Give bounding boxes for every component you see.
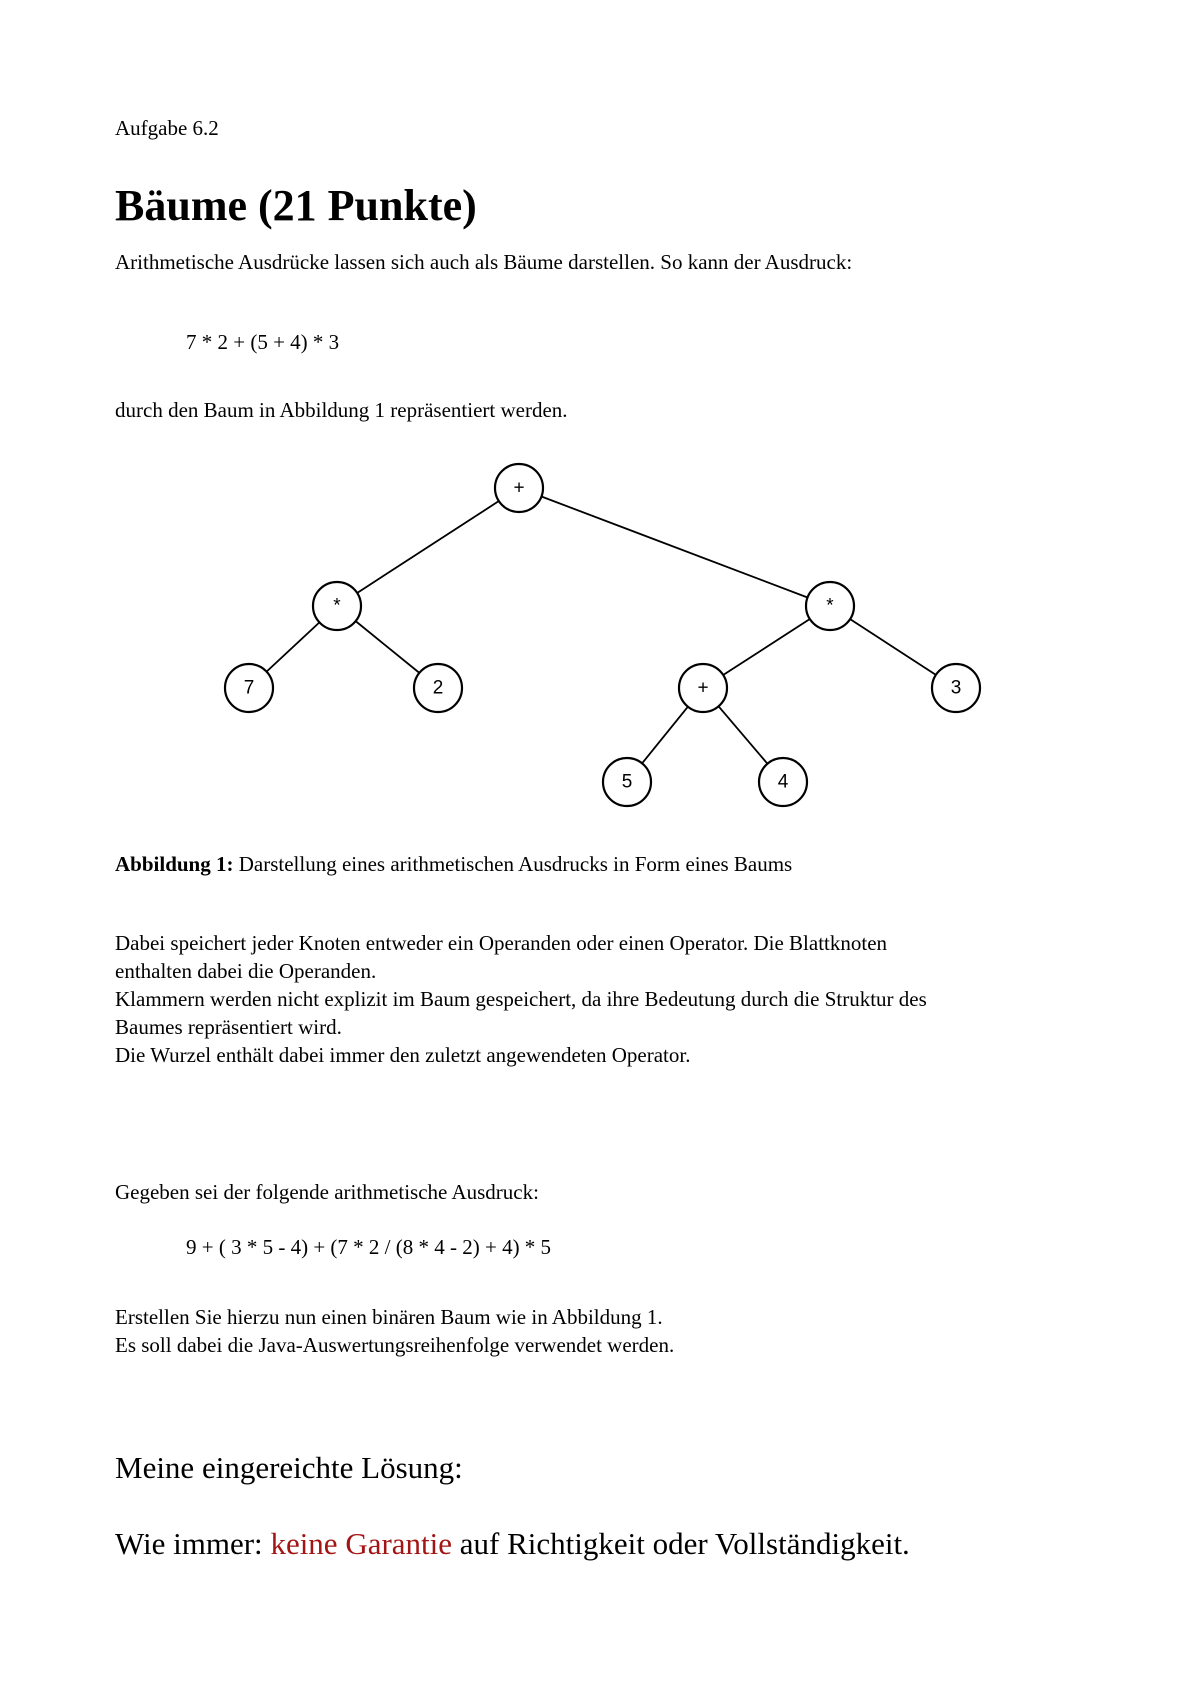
exercise-number: Aufgabe 6.2 [115,116,219,140]
explanation-line: Die Wurzel enthält dabei immer den zuletzt angewendeten Operator. [115,1043,691,1067]
tree-node [313,582,361,630]
tree-edge [719,706,768,763]
explanation-line: enthalten dabei die Operanden. [115,959,377,983]
tree-edge [541,497,807,598]
tree-node-label: 3 [950,677,962,699]
explanation-paragraph [115,929,927,1069]
tree-node [495,464,543,512]
tree-node [679,664,727,712]
page-title: Bäume (21 Punkte) [115,181,477,230]
tree-node [759,758,807,806]
task-line: Es soll dabei die Java-Auswertungsreihenfolge verwendet werden. [115,1333,675,1357]
figure-reference-text: durch den Baum in Abbildung 1 repräsentiert werden. [115,398,568,422]
tree-edge [267,622,320,671]
disclaimer-suffix: auf Richtigkeit oder Vollständigkeit. [452,1526,910,1561]
figure-caption-label: Abbildung 1: [115,852,234,876]
tree-node-label: 4 [777,771,789,793]
tree-node-label: 2 [432,677,444,699]
tree-node-label: 7 [243,677,255,699]
disclaimer-prefix: Wie immer: [115,1526,271,1561]
explanation-line: Baumes repräsentiert wird. [115,1015,342,1039]
tree-node [225,664,273,712]
task-line: Erstellen Sie hierzu nun einen binären Baum wie in Abbildung 1. [115,1305,663,1329]
task-instructions [115,1303,674,1359]
tree-node-label: + [513,477,525,499]
intro-text: Arithmetische Ausdrücke lassen sich auch als Bäume darstellen. So kann der Ausdruck: [115,250,853,274]
figure-caption [115,850,792,878]
tree-edge [642,707,688,764]
tree-edge [723,619,810,675]
tree-edge [357,501,499,593]
explanation-line: Klammern werden nicht explizit im Baum gespeichert, da ihre Bedeutung durch die Struktur des [115,987,927,1011]
disclaimer [115,1524,910,1564]
tree-node [932,664,980,712]
disclaimer-highlight: keine Garantie [270,1526,453,1561]
example-expression: 7 * 2 + (5 + 4) * 3 [186,330,340,354]
tree-node [414,664,462,712]
given-text: Gegeben sei der folgende arithmetische Ausdruck: [115,1180,539,1204]
tree-nodes [225,464,980,806]
tree-edge [356,621,420,673]
tree-node [603,758,651,806]
figure-caption-text: Darstellung eines arithmetischen Ausdrucks in Form eines Baums [233,852,793,876]
tree-node-label: 5 [621,771,633,793]
solution-heading: Meine eingereichte Lösung: [115,1450,463,1485]
tree-node [806,582,854,630]
explanation-line: Dabei speichert jeder Knoten entweder ein Operanden oder einen Operator. Die Blattknoten [115,931,888,955]
tree-node-label: * [826,595,834,617]
tree-node-label: * [333,595,341,617]
task-expression: 9 + ( 3 * 5 - 4) + (7 * 2 / (8 * 4 - 2) + 4) * 5 [186,1235,552,1259]
tree-node-label: + [697,677,709,699]
tree-edge [850,619,936,675]
